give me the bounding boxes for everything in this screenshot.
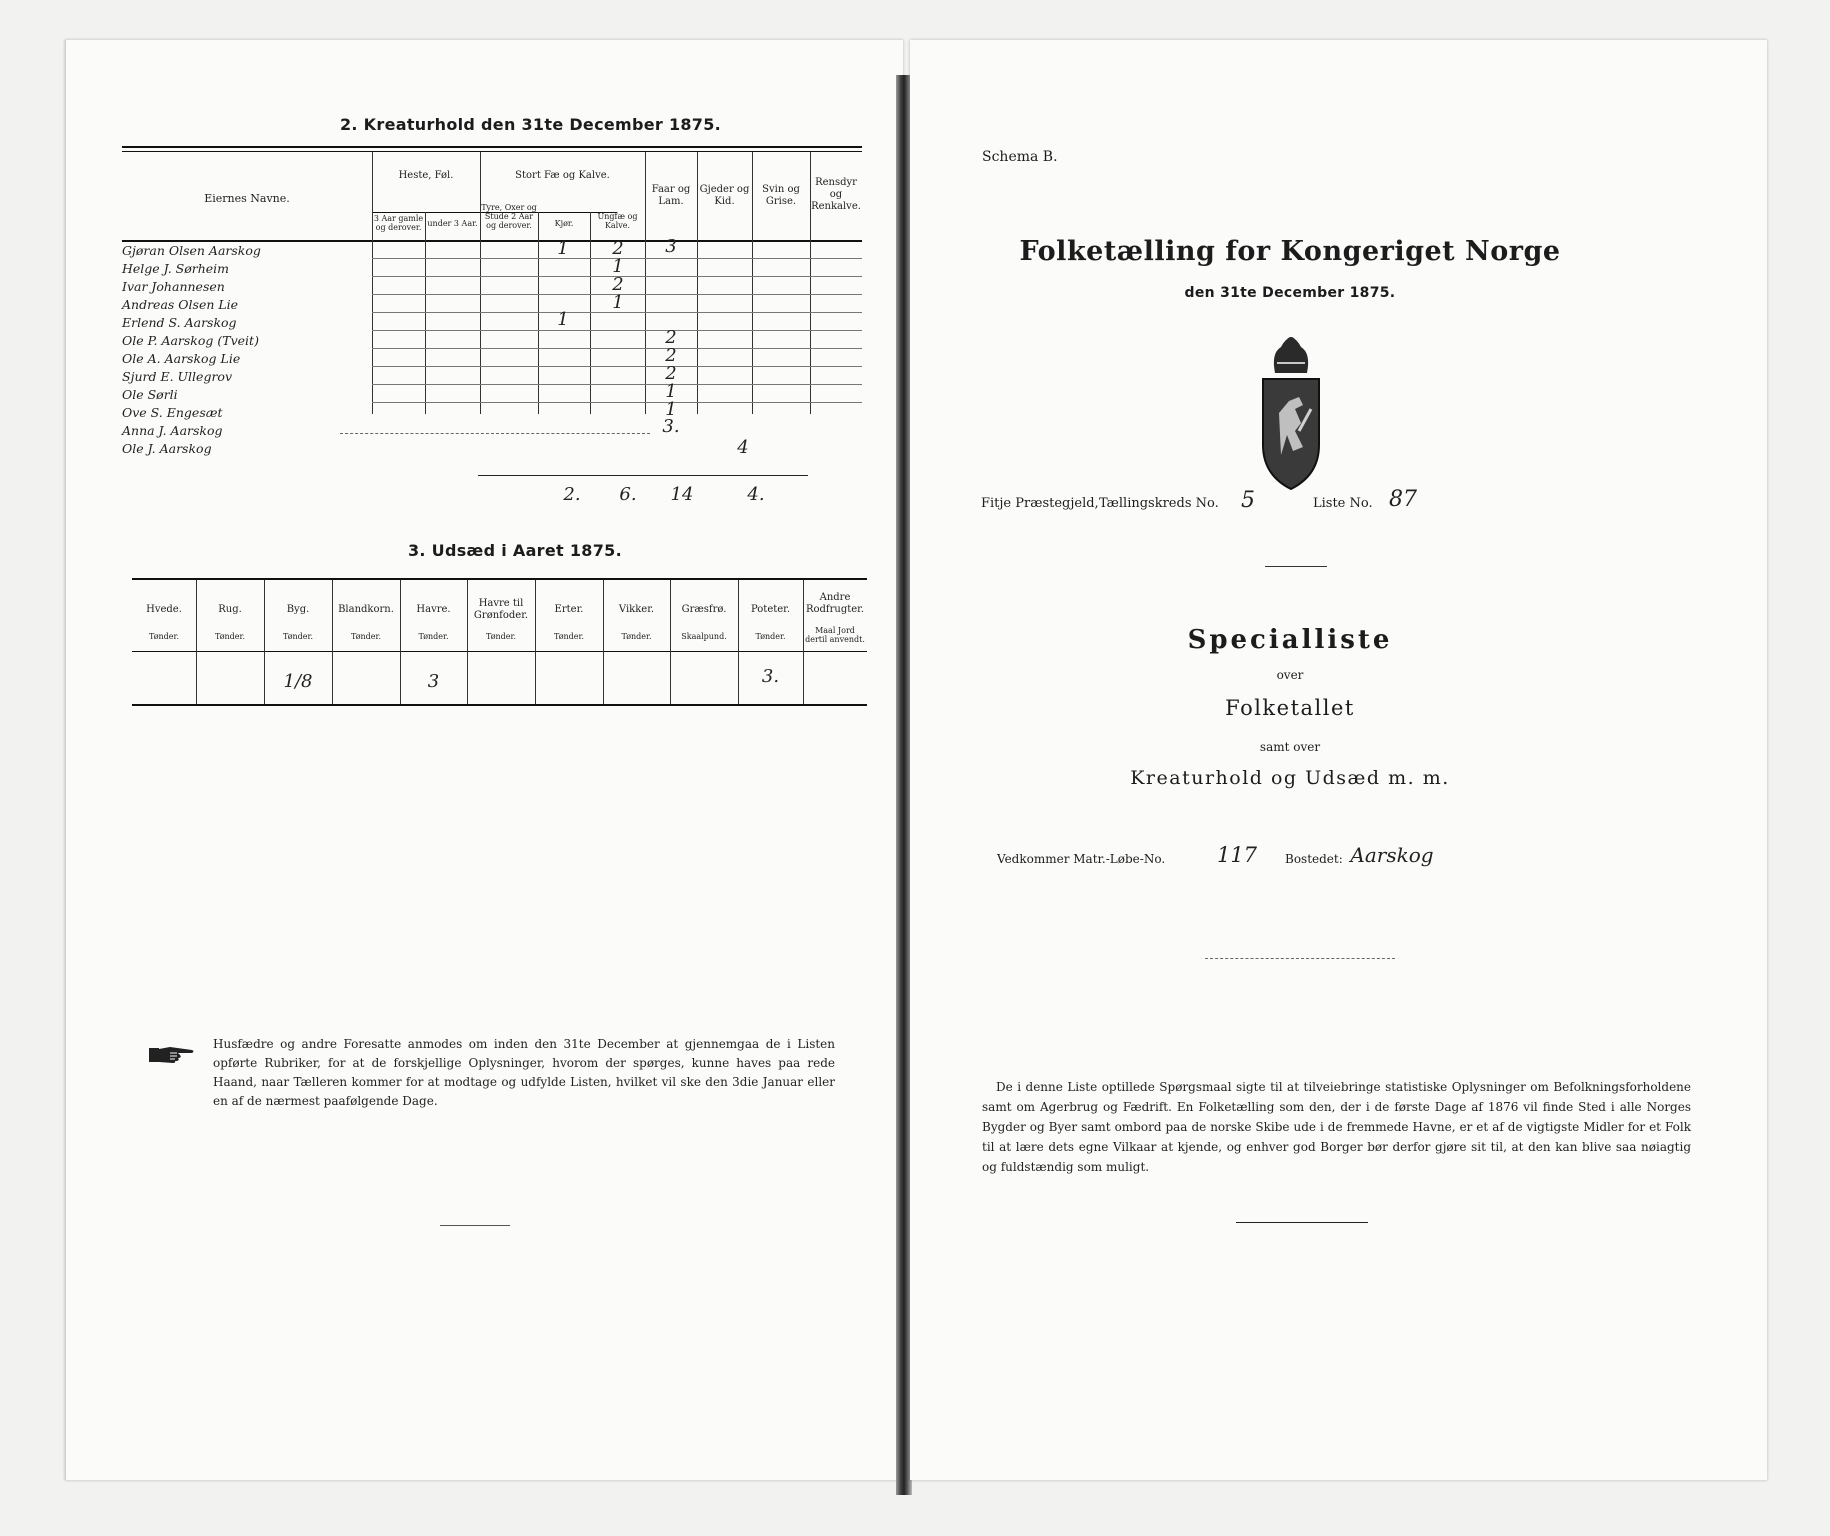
svin-header: Svin og Grise. xyxy=(762,184,800,207)
count-r7-faar: 2 xyxy=(665,345,677,366)
sum-upper: 4 xyxy=(737,437,749,458)
count-r2-ungfae: 1 xyxy=(612,256,624,277)
owner-name-10: Ove S. Engesæt xyxy=(122,405,223,420)
udsaed-col-hvede: Hvede. xyxy=(146,604,182,615)
owner-name-5: Erlend S. Aarskog xyxy=(122,315,237,330)
total-kjor: 2. xyxy=(563,484,581,505)
owner-name-3: Ivar Johannesen xyxy=(122,279,225,294)
udsaed-col-rug: Rug. xyxy=(218,604,242,615)
owner-name-4: Andreas Olsen Lie xyxy=(122,297,239,312)
stort-header: Stort Fæ og Kalve. xyxy=(515,170,610,181)
bostedet-label: Bostedet: xyxy=(1285,852,1343,866)
stort-sub1-header: Tyre, Oxer og Stude 2 Aar og derover. xyxy=(481,203,537,230)
udsaed-col-havre: Havre. xyxy=(416,604,451,615)
heste-sub2-header: under 3 Aar. xyxy=(427,219,478,228)
udsaed-col-graesfro: Græsfrø. xyxy=(681,604,727,615)
udsaed-unit-blandkorn: Tønder. xyxy=(350,632,382,641)
count-r11-faar: 3. xyxy=(662,416,680,437)
liste-label: Liste No. xyxy=(1313,496,1373,511)
kreaturhold-title: 2. Kreaturhold den 31te December 1875. xyxy=(340,115,722,134)
udsaed-unit-havre-gronfoder: Tønder. xyxy=(485,632,517,641)
schema-label: Schema B. xyxy=(982,149,1058,165)
prestegjeld-label: Fitje Præstegjeld, xyxy=(981,496,1099,511)
specialliste-title: Specialliste xyxy=(1187,625,1393,655)
faar-header: Faar og Lam. xyxy=(651,184,691,207)
count-r1-ungfae: 2 xyxy=(612,238,624,259)
udsaed-col-vikker: Vikker. xyxy=(618,604,655,615)
count-r8-faar: 2 xyxy=(665,363,677,384)
owner-name-1: Gjøran Olsen Aarskog xyxy=(122,243,261,258)
owner-name-2: Helge J. Sørheim xyxy=(122,261,230,276)
tellingskreds-label: Tællingskreds No. xyxy=(1099,496,1219,511)
gjeder-header: Gjeder og Kid. xyxy=(699,184,750,207)
owner-name-9: Ole Sørli xyxy=(122,387,178,402)
matr-number: 117 xyxy=(1216,843,1258,867)
owner-column-header: Eiernes Navne. xyxy=(204,192,290,205)
owner-name-7: Ole A. Aarskog Lie xyxy=(122,351,241,366)
total-svin: 4. xyxy=(747,484,765,505)
owner-name-6: Ole P. Aarskog (Tveit) xyxy=(122,333,259,348)
folketallet-text: Folketallet xyxy=(1225,696,1355,720)
udsaed-col-andre: Andre Rodfrugter. xyxy=(805,592,865,615)
udsaed-unit-graesfro: Skaalpund. xyxy=(681,632,727,641)
main-date: den 31te December 1875. xyxy=(1184,285,1396,301)
owner-name-12: Ole J. Aarskog xyxy=(122,441,212,456)
matr-label: Vedkommer Matr.-Løbe-No. xyxy=(997,852,1166,866)
stort-sub3-header: Ungfæ og Kalve. xyxy=(597,212,638,230)
udsaed-unit-vikker: Tønder. xyxy=(621,632,652,641)
udsaed-col-byg: Byg. xyxy=(286,604,310,615)
norwegian-coat-of-arms-icon xyxy=(1259,335,1323,491)
udsaed-unit-andre: Maal Jord dertil anvendt. xyxy=(805,626,865,644)
kreaturhold-udsaed-text: Kreaturhold og Udsæd m. m. xyxy=(1130,767,1450,789)
pointing-hand-icon xyxy=(148,1042,196,1066)
stort-sub2-header: Kjør. xyxy=(554,219,574,228)
bottom-note: De i denne Liste optillede Spørgsmaal sigte til at tilveiebringe statistiske Oplysninger om Befolkningsforholdene samt om Agerbrug og Fædrift. En Folketælling som den, der i de første Dage af 1876 vil finde Sted i alle Norges Bygder og Byer samt ombord paa de norske Skibe ude i de fremmede Havne, er et af de vigtigste Midler for et Folk til at lære dets egne Vilkaar at kjende, og enhver god Borger bør derfor gjøre sit til, at den kan blive saa nøiagtig og fuldstændig som muligt. xyxy=(982,1080,1691,1174)
total-ungfae: 6. xyxy=(619,484,637,505)
udsaed-value-byg: 1/8 xyxy=(283,671,313,692)
bostedet-value: Aarskog xyxy=(1350,843,1434,867)
owner-name-8: Sjurd E. Ullegrov xyxy=(122,369,233,384)
count-r6-faar: 2 xyxy=(665,327,677,348)
udsaed-col-poteter: Poteter. xyxy=(750,604,791,615)
total-faar: 14 xyxy=(670,484,694,505)
udsaed-title: 3. Udsæd i Aaret 1875. xyxy=(408,541,622,560)
owner-name-11: Anna J. Aarskog xyxy=(122,423,223,438)
udsaed-unit-erter: Tønder. xyxy=(553,632,585,641)
udsaed-value-havre: 3 xyxy=(427,671,440,692)
count-r9-faar: 1 xyxy=(665,381,677,402)
count-r1-kjor: 1 xyxy=(557,238,569,259)
udsaed-unit-byg: Tønder. xyxy=(282,632,314,641)
udsaed-col-blandkorn: Blandkorn. xyxy=(338,604,394,615)
udsaed-value-poteter: 3. xyxy=(761,666,780,687)
main-title: Folketælling for Kongeriget Norge xyxy=(1019,236,1561,267)
footer-note: Husfædre og andre Foresatte anmodes om inden den 31te December at gjennemgaa de i Listen opførte Rubriker, for at de forskjellige Oplysninger, hvorom der spørges, kunne haves paa rede Haand, naar Tælleren kommer for at modtage og udfylde Listen, hvilket vil ske den 3die Januar eller en af de nærmest paafølgende Dage. xyxy=(213,1037,835,1108)
rensdyr-header: Rensdyr og Renkalve. xyxy=(811,177,861,212)
samt-over-text: samt over xyxy=(1259,740,1321,754)
udsaed-unit-havre: Tønder. xyxy=(418,632,449,641)
udsaed-unit-poteter: Tønder. xyxy=(755,632,786,641)
udsaed-unit-rug: Tønder. xyxy=(214,632,246,641)
liste-number: 87 xyxy=(1389,487,1417,512)
count-r3-ungfae: 2 xyxy=(612,274,624,295)
udsaed-col-erter: Erter. xyxy=(554,604,584,615)
udsaed-unit-hvede: Tønder. xyxy=(148,632,180,641)
count-r5-kjor: 1 xyxy=(557,309,569,330)
count-r10-faar: 1 xyxy=(665,399,677,420)
udsaed-col-havre-gronfoder: Havre til Grønfoder. xyxy=(473,598,529,621)
heste-sub1-header: 3 Aar gamle og derover. xyxy=(373,214,424,232)
count-r1-faar: 3 xyxy=(665,236,677,257)
over-text-1: over xyxy=(1276,668,1304,682)
count-r4-ungfae: 1 xyxy=(612,292,624,313)
heste-header: Heste, Føl. xyxy=(398,170,454,181)
tellingskreds-number: 5 xyxy=(1241,488,1255,513)
